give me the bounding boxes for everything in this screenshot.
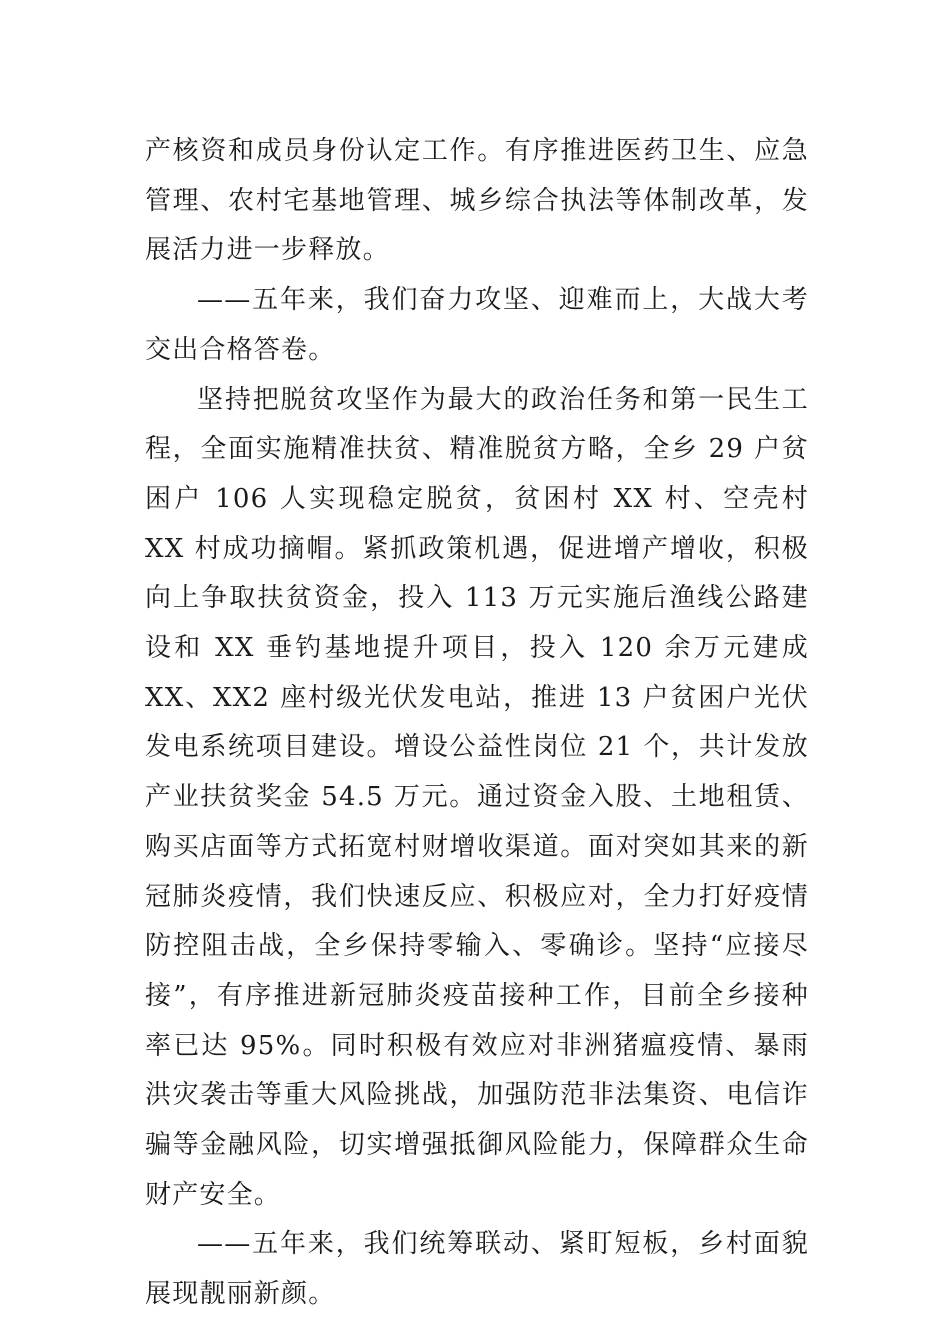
paragraph-reform-continuation bbox=[145, 127, 809, 276]
paragraph-text: ——五年来，我们统筹联动、紧盯短板，乡村面貌展现靓丽新颜。 bbox=[145, 1229, 809, 1310]
paragraph-heading-poverty bbox=[145, 276, 809, 375]
paragraph-text: 坚持把脱贫攻坚作为最大的政治任务和第一民生工程，全面实施精准扶贫、精准脱贫方略，全乡 29 户贫困户 106 人实现稳定脱贫，贫困村 XX 村、空壳村 XX 村成功摘帽。紧抓政策机遇，促进增产增收，积极向上争取扶贫资金，投入 113 万元实施后渔线公路建设和 XX 垂钓基地提升项目，投入 120 余万元建成 XX、XX2 座村级光伏发电站，推进 13 户贫困户光伏发电系统项目建设。增设公益性岗位 21 个，共计发放产业扶贫奖金 54.5 万元。通过资金入股、土地租赁、购买店面等方式拓宽村财增收渠道。面对突如其来的新冠肺炎疫情，我们快速反应、积极应对，全力打好疫情防控阻击战，全乡保持零输入、零确诊。坚持“应接尽接”，有序推进新冠肺炎疫苗接种工作，目前全乡接种率已达 95%。同时积极有效应对非洲猪瘟疫情、暴雨洪灾袭击等重大风险挑战，加强防范非法集资、电信诈骗等金融风险，切实增强抵御风险能力，保障群众生命财产安全。 bbox=[145, 384, 809, 1210]
document-body bbox=[145, 127, 809, 1320]
paragraph-poverty-alleviation bbox=[145, 376, 809, 1221]
paragraph-text: ——五年来，我们奋力攻坚、迎难而上，大战大考交出合格答卷。 bbox=[145, 285, 809, 365]
paragraph-text: 产核资和成员身份认定工作。有序推进医药卫生、应急管理、农村宅基地管理、城乡综合执法等体制改革，发展活力进一步释放。 bbox=[145, 136, 809, 266]
paragraph-heading-village bbox=[145, 1220, 809, 1319]
